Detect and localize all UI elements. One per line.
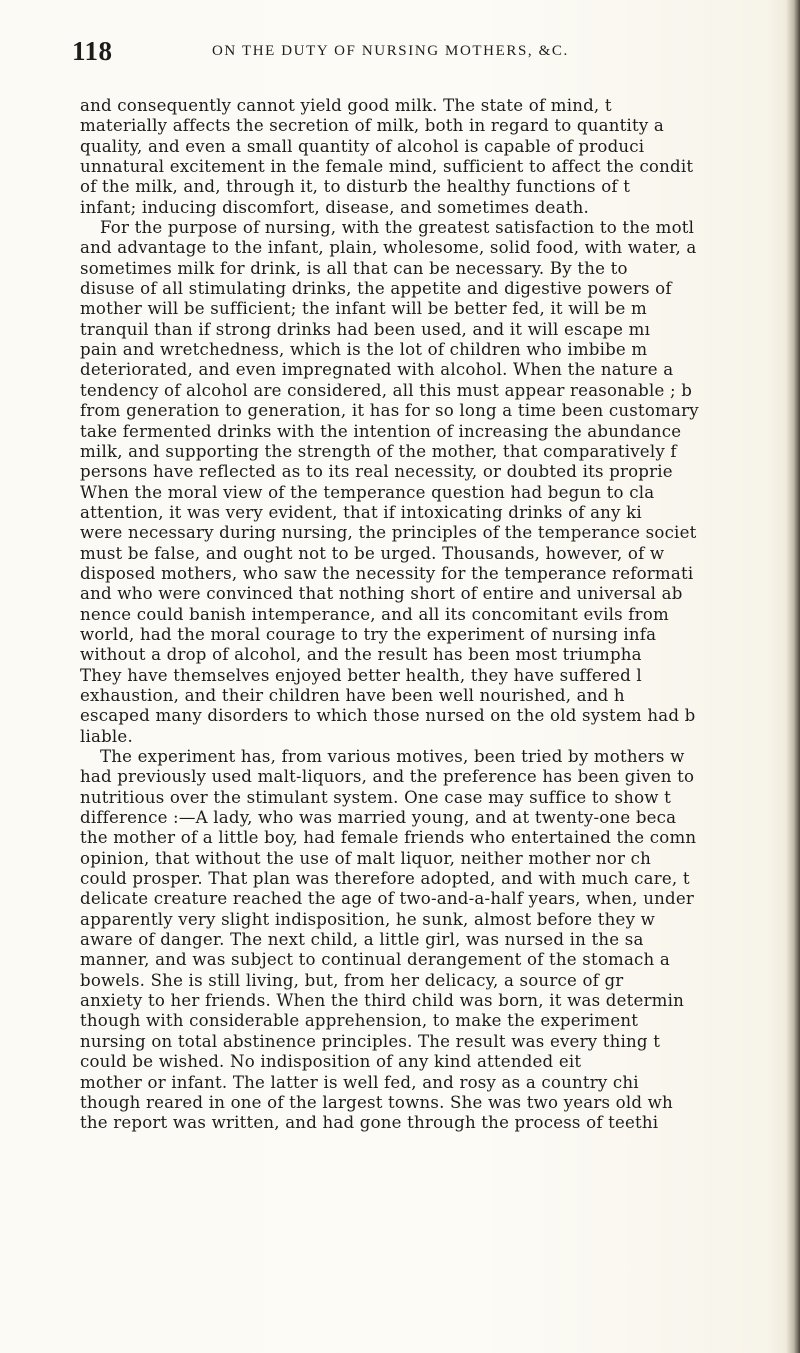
- text-line: For the purpose of nursing, with the greatest satisfaction to the motl: [100, 218, 695, 238]
- text-line: of the milk, and, through it, to disturb the healthy functions of t: [80, 177, 631, 197]
- text-line: escaped many disorders to which those nursed on the old system had b: [80, 706, 696, 726]
- text-line: The experiment has, from various motives, been tried by mothers w: [100, 747, 685, 766]
- text-line: take fermented drinks with the intention of increasing the abundance: [80, 421, 682, 441]
- text-line: materially affects the secretion of milk, both in regard to quantity a: [80, 116, 664, 136]
- page-edge-shadow: [786, 0, 800, 1353]
- text-line: mother or infant. The latter is well fed, and rosy as a country chi: [80, 1072, 639, 1092]
- text-line: quality, and even a small quantity of alcohol is capable of produci: [80, 136, 645, 156]
- text-line: When the moral view of the temperance question had begun to cla: [80, 482, 655, 502]
- text-line: world, had the moral courage to try the experiment of nursing infa: [80, 624, 657, 644]
- text-line: delicate creature reached the age of two-and-a-half years, when, under: [80, 889, 694, 909]
- running-head: ON THE DUTY OF NURSING MOTHERS, &C.: [212, 43, 569, 59]
- text-line: though with considerable apprehension, to make the experiment: [80, 1011, 639, 1031]
- text-line: from generation to generation, it has for so long a time been customary: [80, 401, 699, 421]
- text-line: pain and wretchedness, which is the lot of children who imbibe m: [80, 340, 648, 360]
- text-line: sometimes milk for drink, is all that can be necessary. By the to: [80, 258, 628, 278]
- text-line: apparently very slight indisposition, he sunk, almost before they w: [80, 909, 656, 929]
- text-line: persons have reflected as to its real necessity, or doubted its proprie: [80, 462, 673, 482]
- text-line: manner, and was subject to continual derangement of the stomach a: [80, 950, 670, 970]
- text-line: could be wished. No indisposition of any kind attended eit: [80, 1052, 582, 1072]
- text-line: liable.: [80, 726, 133, 746]
- text-line: bowels. She is still living, but, from her delicacy, a source of gr: [80, 970, 624, 990]
- text-line: had previously used malt-liquors, and the preference has been given to: [80, 767, 695, 787]
- text-line: opinion, that without the use of malt liquor, neither mother nor ch: [80, 848, 651, 868]
- text-line: tendency of alcohol are considered, all this must appear reasonable ; b: [80, 380, 693, 400]
- page-header: [72, 36, 772, 66]
- text-line: could prosper. That plan was therefore adopted, and with much care, t: [80, 869, 690, 889]
- text-line: unnatural excitement in the female mind, sufficient to affect the condit: [80, 157, 694, 177]
- text-line: and who were convinced that nothing short of entire and universal ab: [80, 584, 683, 604]
- text-line: nence could banish intemperance, and all its concomitant evils from: [80, 604, 669, 624]
- text-line: anxiety to her friends. When the third child was born, it was determin: [80, 991, 684, 1011]
- text-line: difference :—A lady, who was married young, and at twenty-one beca: [80, 808, 677, 828]
- text-line: milk, and supporting the strength of the mother, that comparatively f: [80, 441, 677, 461]
- text-line: and consequently cannot yield good milk. The state of mind, t: [80, 96, 612, 115]
- text-line: and advantage to the infant, plain, wholesome, solid food, with water, a: [80, 238, 697, 258]
- text-line: They have themselves enjoyed better health, they have suffered l: [80, 665, 642, 685]
- text-line: exhaustion, and their children have been well nourished, and h: [80, 685, 625, 705]
- text-line: without a drop of alcohol, and the result has been most triumpha: [80, 645, 642, 665]
- text-line: though reared in one of the largest towns. She was two years old wh: [80, 1092, 673, 1112]
- text-line: the mother of a little boy, had female friends who entertained the comn: [80, 828, 697, 848]
- text-line: must be false, and ought not to be urged. Thousands, however, of w: [80, 543, 665, 563]
- text-line: the report was written, and had gone through the process of teethi: [80, 1113, 659, 1133]
- text-line: disposed mothers, who saw the necessity for the temperance reformati: [80, 563, 694, 583]
- text-line: nursing on total abstinence principles. The result was every thing t: [80, 1031, 661, 1051]
- text-line: were necessary during nursing, the principles of the temperance societ: [80, 523, 697, 543]
- page-number: 118: [72, 36, 113, 66]
- text-line: attention, it was very evident, that if intoxicating drinks of any ki: [80, 502, 642, 522]
- text-line: tranquil than if strong drinks had been used, and it will escape mı: [80, 319, 651, 339]
- body-text: [80, 96, 790, 1134]
- text-line: nutritious over the stimulant system. One case may suffice to show t: [80, 787, 672, 807]
- text-line: infant; inducing discomfort, disease, and sometimes death.: [80, 197, 589, 217]
- text-line: aware of danger. The next child, a little girl, was nursed in the sa: [80, 930, 644, 950]
- text-line: disuse of all stimulating drinks, the appetite and digestive powers of: [80, 279, 672, 299]
- text-line: deteriorated, and even impregnated with alcohol. When the nature a: [80, 360, 674, 380]
- text-line: mother will be sufficient; the infant will be better fed, it will be m: [80, 299, 647, 319]
